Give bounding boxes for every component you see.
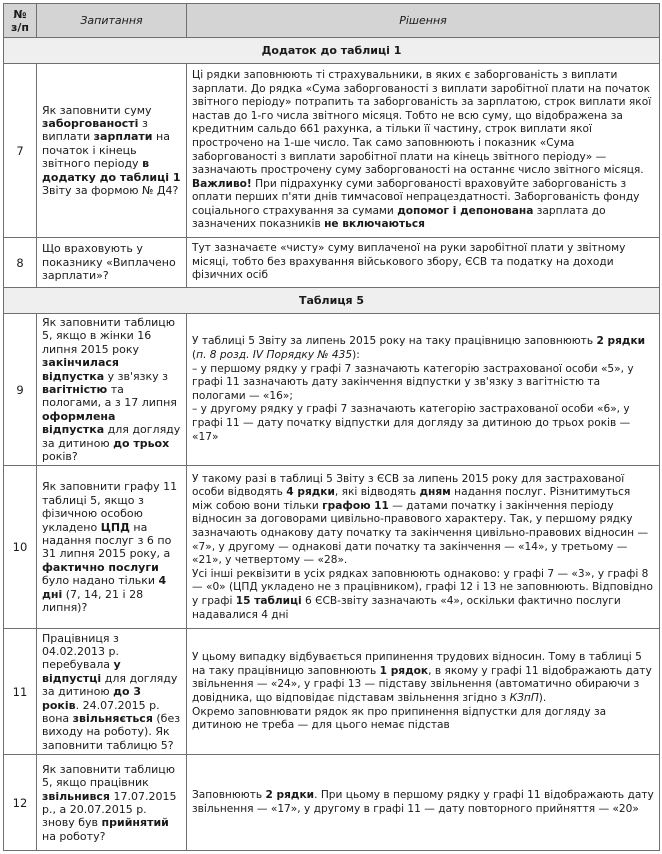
section-title: Таблиця 5 xyxy=(4,288,660,314)
table-row xyxy=(4,314,660,466)
row-answer: Ці рядки заповнюють ті страхувальники, в яких є заборгованість з виплати зарплати. До рядка «Сума заборгованості з виплати заробітної плати на початок звітного періоду» потрапить та заборгованість за зарплатою, строк виплати якої настав до 1-го числа звітного місяця. Тобто не всю суму, що відображена за кредитним сальдо 661 рахунка, а тільки її частину, строк виплати якої прострочено на 1-ше число. Так само заповнюють і показник «Сума заборгованості з виплати заробітної плати на кінець звітного періоду» — зазначають прострочену суму заборгованості на останнє число звітного місяця. Важливо! При підрахунку суми заборгованості враховуйте заборгованість з оплати перших п'яти днів тимчасової непрацездатності. Заборгованість фонду соціального страхування за сумами допомог і депонована зарплата до зазначених показників не включаються xyxy=(187,64,660,238)
row-question: Працівниця з 04.02.2013 р. перебувала у відпустці для догляду за дитиною до 3 років. 24.07.2015 р. вона звільняється (без виходу на роботу). Як заповнити таблицю 5? xyxy=(37,629,187,755)
row-number: 11 xyxy=(4,629,37,755)
header-answer: Рішення xyxy=(187,4,660,38)
row-question: Як заповнити графу 11 таблиці 5, якщо з фізичною особою укладено ЦПД на надання послуг з 6 по 31 липня 2015 року, а фактично послуги було надано тільки 4 дні (7, 14, 21 і 28 липня)? xyxy=(37,466,187,629)
row-question: Як заповнити таблицю 5, якщо працівник звільнився 17.07.2015 р., а 20.07.2015 р. знову був прийнятий на роботу? xyxy=(37,755,187,851)
table-row xyxy=(4,238,660,288)
row-number: 7 xyxy=(4,64,37,238)
table-row xyxy=(4,64,660,238)
section-row xyxy=(4,38,660,64)
section-title: Додаток до таблиці 1 xyxy=(4,38,660,64)
section-row xyxy=(4,288,660,314)
row-number: 10 xyxy=(4,466,37,629)
row-question: Як заповнити таблицю 5, якщо в жінки 16 липня 2015 року закінчилася відпустка у зв'язку з вагітністю та пологами, а з 17 липня оформлена відпустка для догляду за дитиною до трьох років? xyxy=(37,314,187,466)
row-question: Що враховують у показнику «Виплачено зарплати»? xyxy=(37,238,187,288)
row-answer: У такому разі в таблиці 5 Звіту з ЄСВ за липень 2015 року для застрахованої особи відводять 4 рядки, які відводять дням надання послуг. Різнитимуться між собою вони тільки графою 11 — датами початку і закінчення періоду відносин за договорами цивільно-правового характеру. Так, у першому рядку зазначають однакову дату початку та закінчення цивільно-правових відносин — «7», у другому — однакові дати початку та закінчення — «14», у третьому — «21», у четвертому — «28». Усі інші реквізити в усіх рядках заповнюють однаково: у графі 7 — «3», у графі 8 — «0» (ЦПД укладено не з працівником), графі 12 і 13 не заповнюють. Відповідно у графі 15 таблиці 6 ЄСВ-звіту зазначають «4», оскільки фактично послуги надавалися 4 дні xyxy=(187,466,660,629)
header-question: Запитання xyxy=(37,4,187,38)
row-number: 12 xyxy=(4,755,37,851)
header-num: № з/п xyxy=(4,4,37,38)
row-number: 8 xyxy=(4,238,37,288)
row-answer: Тут зазначаєте «чисту» суму виплаченої на руки заробітної плати у звітному місяці, тобто без врахування військового збору, ЄСВ та податку на доходи фізичних осіб xyxy=(187,238,660,288)
row-question: Як заповнити суму заборгованості з виплати зарплати на початок і кінець звітного періоду в додатку до таблиці 1 Звіту за формою № Д4? xyxy=(37,64,187,238)
header-row xyxy=(4,4,660,38)
table-row xyxy=(4,466,660,629)
row-answer: У цьому випадку відбувається припинення трудових відносин. Тому в таблиці 5 на таку працівницю заповнюють 1 рядок, в якому у графі 11 відображають дату звільнення — «24», у графі 13 — підставу звільнення (автоматично обираючи з довідника, що відповідає підставам звільнення згідно з КЗпП). Окремо заповнювати рядок як про припинення відпустки для догляду за дитиною не треба — для цього немає підстав xyxy=(187,629,660,755)
table-row xyxy=(4,629,660,755)
table-row xyxy=(4,755,660,851)
faq-table xyxy=(3,3,660,851)
row-number: 9 xyxy=(4,314,37,466)
row-answer: Заповнюють 2 рядки. При цьому в першому рядку у графі 11 відображають дату звільнення — «17», у другому в графі 11 — дату повторного прийняття — «20» xyxy=(187,755,660,851)
row-answer: У таблиці 5 Звіту за липень 2015 року на таку працівницю заповнюють 2 рядки (п. 8 розд. IV Порядку № 435): – у першому рядку у графі 7 зазначають категорію застрахованої особи «5», у графі 11 зазначають дату закінчення відпустки у зв'язку з вагітністю та пологами — «16»; – у другому рядку у графі 7 зазначають категорію застрахованої особи «6», у графі 11 — дату початку відпустки для догляду за дитиною до трьох років — «17» xyxy=(187,314,660,466)
